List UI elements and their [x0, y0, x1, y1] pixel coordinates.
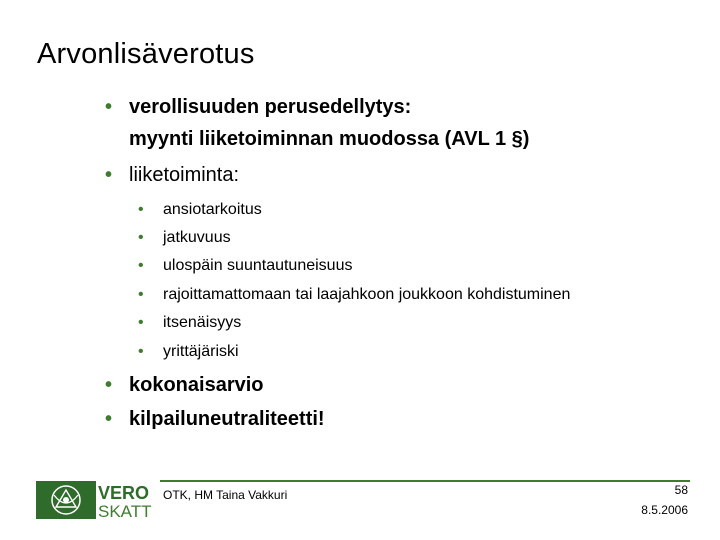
slide-title: Arvonlisäverotus [37, 38, 255, 70]
sub-bullet-text: ansiotarkoitus [163, 201, 262, 218]
sub-bullet-text: rajoittamattomaan tai laajahkoon joukkoon kohdistuminen [163, 286, 571, 303]
bullet-marker: • [105, 96, 113, 118]
vero-skatt-logo [36, 481, 152, 519]
sub-bullet-text: jatkuvuus [163, 229, 231, 246]
bullet-marker: • [105, 374, 113, 396]
page-number: 58 [674, 483, 688, 497]
bullet-marker: • [138, 229, 144, 246]
sub-bullet-text: ulospäin suuntautuneisuus [163, 257, 353, 274]
logo-text-top: VERO [98, 483, 150, 503]
sub-bullet-text: itsenäisyys [163, 314, 242, 331]
bullet-text: myynti liiketoiminnan muodossa (AVL 1 §) [129, 128, 530, 150]
footer-author: OTK, HM Taina Vakkuri [163, 488, 288, 502]
bullet-marker: • [138, 201, 144, 218]
bullet-marker: • [138, 286, 144, 303]
bullet-marker: • [138, 343, 144, 360]
footer-divider [160, 480, 690, 482]
logo-text-bottom: SKATT [98, 502, 152, 519]
bullet-text: liiketoiminta: [129, 164, 240, 186]
bullet-marker: • [138, 257, 144, 274]
bullet-text: kilpailuneutraliteetti! [129, 408, 325, 430]
bullet-marker: • [105, 408, 113, 430]
footer-date: 8.5.2006 [641, 503, 688, 517]
bullet-text: verollisuuden perusedellytys: [129, 96, 412, 118]
sub-bullet-text: yrittäjäriski [163, 343, 239, 360]
bullet-text: kokonaisarvio [129, 374, 264, 396]
bullet-marker: • [138, 314, 144, 331]
bullet-marker: • [105, 164, 113, 186]
